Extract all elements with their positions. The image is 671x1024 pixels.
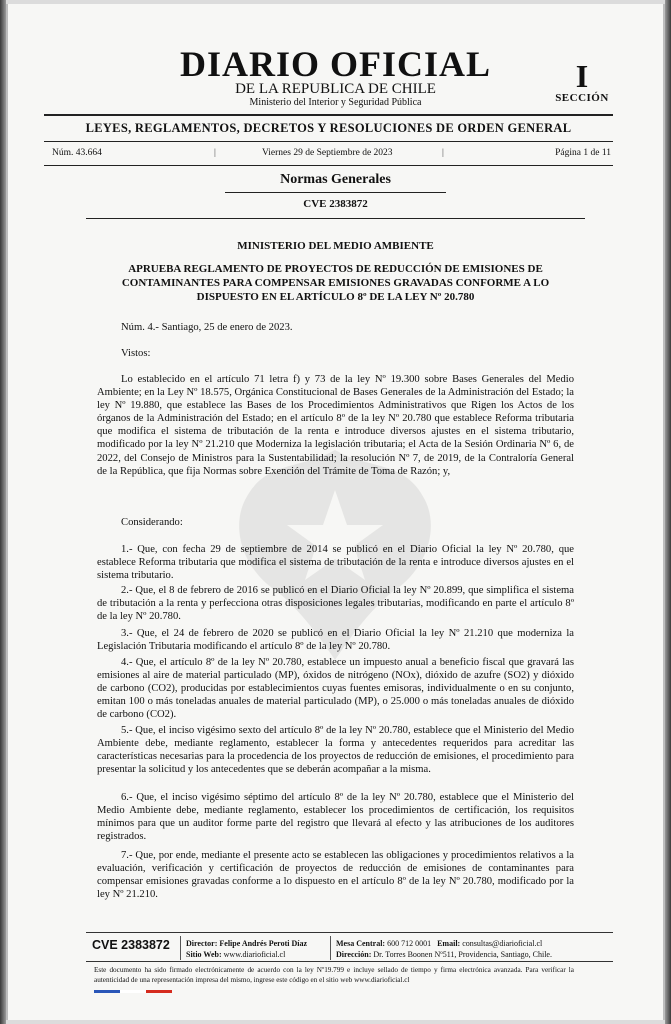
category-heading: Normas Generales [280, 172, 391, 187]
flag-white-stripe [120, 990, 146, 993]
director-label: Director: [186, 939, 218, 948]
scan-edge-right [665, 0, 671, 1024]
ministry-heading: MINISTERIO DEL MEDIO AMBIENTE [237, 240, 434, 252]
vistos-heading: Vistos: [121, 348, 151, 359]
flag-blue-stripe [94, 990, 120, 993]
publisher-ministry: Ministerio del Interior y Seguridad Pública [249, 97, 422, 108]
address-text: Dr. Torres Boonen Nº511, Providencia, Santiago, Chile. [373, 950, 552, 959]
category-rule [225, 192, 446, 193]
footer-rule-mid [86, 961, 613, 962]
flag-red-stripe [146, 990, 172, 993]
header-rule-top [44, 114, 613, 116]
meta-separator: | [214, 148, 216, 158]
header-rule-bottom [44, 165, 613, 166]
vistos-paragraph: Lo establecido en el artículo 71 letra f) y 73 de la ley Nº 19.300 sobre Bases Generales del Medio Ambiente; en la Ley Nº 18.575, Orgánica Constitucional de Bases Generales de la Administración del Estado; la ley Nº 19.880, que establece las Bases de los Procedimientos Administrativos que Rigen los Actos de los órganos de la Administración del Estado; en el artículo 8º de la ley Nº 20.780 que establece Reforma tributaria que modifica el sistema de tributación de la renta e introduce diversos ajustes en el sistema tributario, modificado por la ley Nº 21.210 que Moderniza la legislación tributaria; el Acta de la Sesión Ordinaria Nº 6, de 2022, del Consejo de Ministros para la Sustentabilidad; la resolución Nº 7, de 2019, de la Contraloría General de la República, que fija Normas sobre Exención del Trámite de Toma de Razón; y, [97, 374, 574, 477]
considerando-heading: Considerando: [121, 517, 183, 528]
footer-director-block [186, 938, 307, 960]
signature-note: Este documento ha sido firmado electrónicamente de acuerdo con la ley Nº19.799 e incluye sellado de tiempo y firma electrónica avanzada. Para verificar la autenticidad de una representación impresa del mismo, ingrese este código en el sitio web www.diarioficial.cl [94, 966, 574, 984]
cve-rule [86, 218, 585, 219]
considerando-item: 5.- Que, el inciso vigésimo sexto del artículo 8º de la ley Nº 20.780, establece que el Ministerio del Medio Ambiente debe, mediante reglamento, establecer la forma y antecedentes requeridos para acreditar las características necesarias para la procedencia de los proyectos de reducción de emisiones, el procedimiento para presentar la solicitud y los antecedentes que se deberán acompañar a la misma. [97, 725, 574, 776]
email-label: Email: [437, 939, 461, 948]
considerando-item: 7.- Que, por ende, mediante el presente acto se establecen las obligaciones y procedimientos relativos a la evaluación, verificación y certificación de proyectos de reducción de emisiones de contaminantes para compensar emisiones gravadas conforme a lo dispuesto en el artículo 8º de la ley Nº 20.780, modificado por la ley Nº 21.210. [97, 850, 574, 901]
considerando-item: 3.- Que, el 24 de febrero de 2020 se publicó en el Diario Oficial la ley Nº 21.210 que moderniza la Legislación Tributaria modificando el artículo 8º de la ley Nº 20.780. [97, 628, 574, 653]
email-link[interactable]: consultas@diarioficial.cl [462, 939, 543, 948]
newspaper-subtitle: DE LA REPUBLICA DE CHILE [235, 81, 436, 97]
newspaper-title: DIARIO OFICIAL [179, 44, 492, 84]
cve-code: CVE 2383872 [303, 198, 368, 210]
considerando-item: 2.- Que, el 8 de febrero de 2016 se publicó en el Diario Oficial la ley Nº 20.899, que simplifica el sistema de tributación a la renta y perfecciona otras disposiciones legales tributarias, modificando en parte el artículo 8º de la ley Nº 20.780. [97, 585, 574, 623]
footer-rule-top [86, 932, 613, 933]
website-link[interactable]: www.diarioficial.cl [223, 950, 286, 959]
issue-date: Viernes 29 de Septiembre de 2023 [262, 148, 393, 158]
decree-number-line: Núm. 4.- Santiago, 25 de enero de 2023. [121, 322, 293, 333]
header-rule-mid [44, 141, 613, 142]
footer-separator [330, 936, 331, 960]
issue-meta-row [52, 148, 611, 162]
mesa-phone: 600 712 0001 [387, 939, 432, 948]
address-label: Dirección: [336, 950, 372, 959]
footer-separator [180, 936, 181, 960]
mesa-label: Mesa Central: [336, 939, 386, 948]
footer-contact-block [336, 938, 576, 960]
considerando-item: 4.- Que, el artículo 8º de la ley Nº 20.780, establece un impuesto anual a beneficio fiscal que gravará las emisiones al aire de material particulado (MP), óxidos de nitrógeno (NOx), dióxido de azufre (SO2) y dióxido de carbono (CO2), producidas por establecimientos cuyas fuentes emisoras, individualmente o en su conjunto, emitan 100 o más toneladas anuales de material particulado (MP), o 25.000 o más toneladas anuales de dióxido de carbono (CO2). [97, 657, 574, 721]
website-label: Sitio Web: [186, 950, 222, 959]
section-number: I [575, 58, 589, 94]
footer-cve-code: CVE 2383872 [92, 938, 170, 952]
considerando-item: 1.- Que, con fecha 29 de septiembre de 2014 se publicó en el Diario Oficial la ley Nº 20.780, que establece Reforma tributaria que modifica el sistema de tributación de la renta e introduce diversos ajustes en el sistema tributario. [97, 544, 574, 582]
section-indicator [547, 60, 617, 104]
meta-separator: | [442, 148, 444, 158]
decree-title: APRUEBA REGLAMENTO DE PROYECTOS DE REDUCCIÓN DE EMISIONES DE CONTAMINANTES PARA COMPENSAR EMISIONES GRAVADAS CONFORME A LO DISPUESTO EN EL ARTÍCULO 8º DE LA LEY Nº 20.780 [121, 263, 550, 303]
section-label: SECCIÓN [555, 92, 609, 104]
director-name: Felipe Andrés Peroti Díaz [219, 939, 308, 948]
considerando-item: 6.- Que, el inciso vigésimo séptimo del artículo 8º de la ley Nº 20.780, establece que el Ministerio del Medio Ambiente debe, mediante reglamento, establecer los procedimientos de certificación, los requisitos mínimos para que un auditor forme parte del registro que llevará al efecto y las atribuciones de los auditores registrados. [97, 792, 574, 843]
issue-number: Núm. 43.664 [52, 148, 102, 158]
page-indicator: Página 1 de 11 [555, 148, 611, 158]
laws-heading: LEYES, REGLAMENTOS, DECRETOS Y RESOLUCIONES DE ORDEN GENERAL [85, 121, 572, 135]
chile-flag-stripe [94, 990, 172, 993]
